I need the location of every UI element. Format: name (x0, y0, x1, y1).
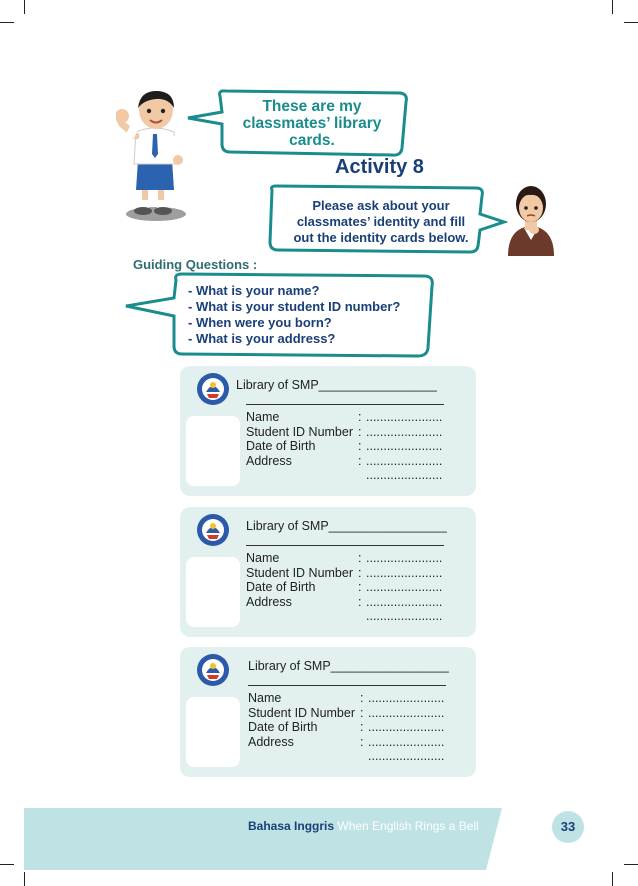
field-row (246, 580, 442, 595)
crop-mark (612, 872, 613, 886)
field-row (246, 454, 442, 469)
speech-line: out the identity cards below. (293, 230, 469, 245)
field-dots: ...................... (366, 453, 443, 468)
field-label: Address (246, 594, 292, 609)
field-dots: ...................... (366, 580, 443, 594)
field-colon: : (358, 565, 362, 580)
activity-title: Activity 8 (335, 156, 424, 178)
speech-line: classmates’ library (242, 115, 382, 132)
question-item: - When were you born? (188, 315, 332, 330)
field-colon: : (358, 424, 362, 439)
page-number: 33 (552, 811, 584, 843)
crop-mark (0, 22, 14, 23)
field-colon: : (360, 720, 364, 734)
field-dots: ...................... (368, 734, 445, 749)
field-dots: ...................... (368, 720, 445, 734)
footer-band (24, 808, 504, 870)
speech-line: cards. (289, 132, 335, 149)
speech-line: Please ask about your (312, 198, 450, 213)
field-label: Address (248, 734, 294, 749)
crop-mark (624, 864, 638, 865)
field-row (246, 609, 442, 624)
field-dots: ...................... (368, 749, 445, 763)
speech-line: classmates’ identity and fill (296, 214, 466, 229)
field-row (246, 425, 442, 440)
field-label: Date of Birth (248, 720, 318, 734)
photo-box (186, 557, 240, 627)
field-label: Student ID Number (246, 424, 353, 439)
field-colon: : (358, 410, 362, 424)
speech-text-girl (276, 198, 486, 246)
crop-mark (624, 22, 638, 23)
field-dots: ...................... (366, 594, 443, 609)
field-colon: : (360, 691, 364, 705)
field-dots: ...................... (366, 468, 443, 482)
field-colon: : (358, 594, 362, 609)
crop-mark (24, 0, 25, 14)
card-underline (248, 685, 446, 686)
field-label: Name (248, 691, 282, 705)
field-label: Student ID Number (246, 565, 353, 580)
field-row (246, 566, 442, 581)
kemendikbud-logo (196, 372, 230, 406)
field-colon: : (360, 705, 364, 720)
guiding-questions-heading: Guiding Questions : (133, 257, 258, 272)
crop-mark (612, 0, 613, 14)
field-dots: ...................... (366, 424, 443, 439)
photo-box (186, 416, 240, 486)
questions-list (188, 283, 400, 347)
field-label: Student ID Number (248, 705, 355, 720)
field-label: Name (246, 410, 280, 424)
girl-thinking-illustration (506, 180, 556, 256)
field-dots: ...................... (366, 410, 443, 424)
question-item: - What is your address? (188, 331, 336, 346)
field-row (246, 439, 442, 454)
field-dots: ...................... (366, 551, 443, 565)
question-item: - What is your name? (188, 283, 320, 298)
footer-text (248, 819, 479, 833)
book-subtitle: When English Rings a Bell (337, 819, 479, 833)
library-card (180, 647, 476, 777)
kemendikbud-logo (196, 513, 230, 547)
field-colon: : (358, 551, 362, 565)
field-dots: ...................... (366, 439, 443, 453)
field-dots: ...................... (366, 565, 443, 580)
crop-mark (24, 872, 25, 886)
field-label: Date of Birth (246, 439, 316, 453)
field-label: Name (246, 551, 280, 565)
field-colon: : (358, 453, 362, 468)
card-underline (246, 545, 444, 546)
field-row (248, 735, 444, 750)
field-row (246, 468, 442, 483)
speech-line: These are my (262, 98, 362, 115)
field-colon: : (358, 580, 362, 594)
speech-text-boy (226, 98, 398, 149)
card-title: Library of SMP_________________ (248, 659, 449, 673)
field-dots: ...................... (368, 691, 445, 705)
field-row (246, 551, 442, 566)
card-title: Library of SMP_________________ (236, 378, 437, 392)
field-label: Address (246, 453, 292, 468)
kemendikbud-logo (196, 653, 230, 687)
field-dots: ...................... (368, 705, 445, 720)
book-title: Bahasa Inggris (248, 819, 335, 833)
library-card (180, 507, 476, 637)
card-fields (248, 691, 444, 764)
photo-box (186, 697, 240, 767)
question-item: - What is your student ID number? (188, 299, 401, 314)
card-fields (246, 551, 442, 624)
field-colon: : (360, 734, 364, 749)
field-colon: : (358, 439, 362, 453)
field-row (246, 595, 442, 610)
card-fields (246, 410, 442, 483)
field-row (246, 410, 442, 425)
card-title: Library of SMP_________________ (246, 519, 447, 533)
field-label: Date of Birth (246, 580, 316, 594)
field-row (248, 749, 444, 764)
card-underline (246, 404, 444, 405)
field-row (248, 720, 444, 735)
field-row (248, 706, 444, 721)
library-card (180, 366, 476, 496)
field-row (248, 691, 444, 706)
field-dots: ...................... (366, 609, 443, 623)
crop-mark (0, 864, 14, 865)
